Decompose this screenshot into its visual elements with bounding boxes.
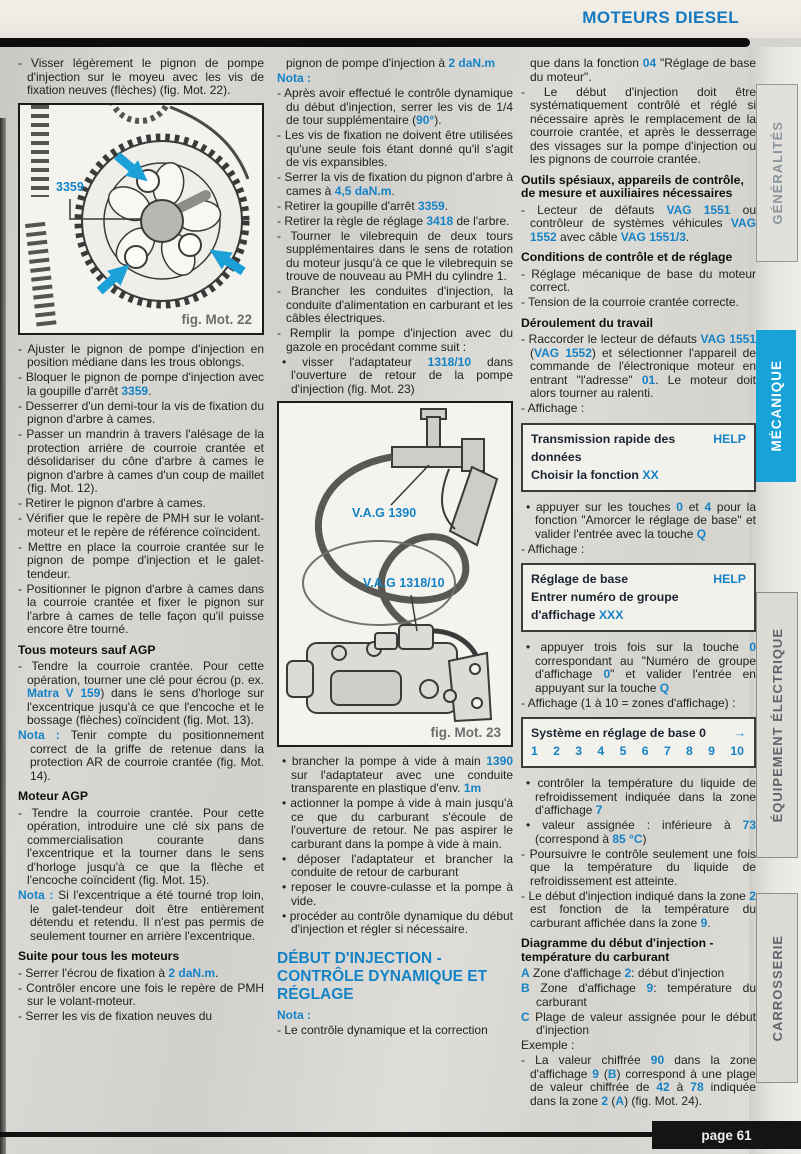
ref-value: HELP	[713, 572, 746, 586]
ref-value: 4,5 daN.m	[334, 183, 392, 198]
bullet-item	[277, 853, 513, 880]
ref-value: 3359	[121, 383, 149, 398]
column-right	[521, 57, 756, 1125]
display-zone-number: 6	[641, 744, 649, 758]
ref-value: VAG 1551	[700, 332, 756, 346]
text-segment: - Brancher les conduites d'injection, la conduite d'alimentation en carburant et les câbles électriques.	[277, 284, 513, 325]
text-segment: - Réglage mécanique de base du moteur correct.	[521, 266, 756, 294]
text-segment: • appuyer trois fois sur la touche	[526, 640, 750, 654]
ref-value: 04	[642, 57, 657, 70]
display-zone-number: 7	[663, 744, 671, 758]
list-item	[18, 371, 264, 398]
figure-caption: fig. Mot. 23	[430, 724, 501, 740]
text-segment: Moteur AGP	[18, 789, 88, 803]
ref-value: Nota :	[18, 728, 71, 742]
ref-value: 2 daN.m	[168, 965, 216, 980]
page-title: MOTEURS DIESEL	[582, 8, 739, 27]
text-segment: .	[215, 965, 219, 980]
bullet-item	[277, 881, 513, 908]
ref-value: VAG 1551	[666, 202, 731, 217]
display-zone-number: 4	[597, 744, 605, 758]
list-item	[521, 543, 756, 557]
ref-value: 78	[690, 1080, 704, 1094]
text-segment: - Visser légèrement le pignon de pompe d'injection sur le moyeu avec les vis de fixation neuves (flèches) (fig. Mot. 22).	[18, 57, 264, 97]
text-segment: - Serrer l'écrou de fixation à	[18, 965, 169, 980]
list-item	[521, 333, 756, 401]
text-segment: .	[685, 229, 690, 244]
text-segment: - Les vis de fixation ne doivent être utilisées qu'une seule fois étant donné qu'il s'agit de vis expansibles.	[277, 128, 513, 169]
display-row	[531, 430, 746, 466]
bullet-item	[521, 501, 756, 542]
ref-value: Q	[659, 680, 670, 695]
text-segment: (	[598, 1066, 608, 1081]
legend-item	[521, 967, 756, 981]
text-segment: Exemple :	[521, 1038, 575, 1052]
sub-heading	[521, 251, 756, 265]
display-row	[531, 570, 746, 588]
sub-heading	[521, 937, 756, 964]
ref-value: VAG 1551/3	[620, 229, 686, 244]
list-item	[521, 296, 756, 310]
bullet-item	[521, 819, 756, 846]
text-segment: - Ajuster le pignon de pompe d'injection en position médiane dans les trous oblongs.	[18, 341, 264, 369]
text-segment: Système en réglage de base 0	[531, 726, 706, 740]
list-item	[521, 268, 756, 295]
text-segment: Choisir la fonction	[531, 467, 643, 482]
sidebar-tab-mecanique-active	[756, 330, 796, 482]
text-segment: ) dans le sens d'horloge sur l'excentrique jusqu'à ce que l'encoche et le bossage (flèches) coïncident (fig. Mot. 13).	[27, 686, 264, 727]
text-segment: - Retirer la goupille d'arrêt	[277, 198, 419, 213]
list-item	[18, 982, 264, 1009]
list-item	[521, 86, 756, 167]
text-segment: Tenir compte du positionnement correct de la griffe de retenue dans la protection AR de courroie crantée (fig. Mot. 14).	[30, 728, 264, 783]
text-segment: - Positionner le pignon d'arbre à cames dans la courroie crantée et fixer le pignon sur l'arbre à cames de telle façon qu'il puisse encore être tourné.	[18, 581, 264, 636]
ref-value: A	[615, 1093, 625, 1108]
list-item	[277, 200, 513, 214]
text-segment: ).	[434, 113, 442, 127]
text-segment: (	[608, 1093, 616, 1108]
text-segment: - Affichage :	[521, 541, 585, 556]
header-divider	[0, 38, 750, 47]
display-text	[531, 724, 706, 742]
nota-paragraph	[18, 889, 264, 943]
text-segment: de l'arbre.	[453, 213, 510, 228]
column-middle	[277, 57, 513, 1125]
figure-ref-label: V.A.G 1318/10	[363, 576, 445, 590]
ref-value: XX	[642, 467, 659, 482]
ref-value: 3418	[426, 213, 454, 228]
text-segment: Tous moteurs sauf AGP	[18, 642, 156, 657]
ref-value: 2	[601, 1093, 609, 1108]
list-item	[277, 285, 513, 326]
text-segment: est fonction de la température du carburant affichée dans la zone	[530, 902, 756, 930]
display-row	[531, 466, 746, 484]
paragraph	[277, 72, 513, 86]
ref-value: 01	[641, 372, 656, 387]
ref-value: 9	[646, 981, 654, 995]
ref-value: B	[607, 1066, 617, 1081]
list-item	[18, 1010, 264, 1024]
display-zone-number: 5	[619, 744, 627, 758]
display-zone-number: 3	[575, 744, 583, 758]
text-segment: "Réglage de base du moteur".	[530, 57, 756, 84]
display-zone-number: 8	[685, 744, 693, 758]
text-segment: : début d'injection	[631, 966, 725, 980]
text-segment: - Lecteur de défauts	[521, 202, 667, 217]
display-text	[531, 466, 659, 484]
pump-illustration	[279, 403, 510, 741]
sidebar-tab-label: ÉQUIPEMENT ÉLECTRIQUE	[769, 627, 785, 823]
text-segment: Diagramme du début d'injection - température du carburant	[521, 936, 714, 964]
text-segment: correspondant au "Numéro de groupe d'affichage	[535, 653, 756, 681]
sub-heading	[521, 174, 756, 201]
text-segment: Transmission rapide des données	[531, 431, 676, 464]
list-item	[277, 230, 513, 284]
text-segment: à	[669, 1080, 691, 1094]
list-item	[521, 204, 756, 245]
ref-value: XXX	[598, 608, 624, 622]
text-segment: dans l'ouverture de retour de la pompe d'injection (fig. Mot. 23)	[291, 354, 513, 396]
text-segment: - La valeur chiffrée	[521, 1053, 651, 1067]
text-segment: .	[707, 915, 711, 930]
text-segment: DÉBUT D'INJECTION - CONTRÔLE DYNAMIQUE ET RÉGLAGE	[277, 949, 488, 1003]
text-segment: ) et sélectionner l'appareil de commande de l'électronique moteur en entrant "l'adresse"	[530, 345, 756, 387]
bullet-item	[521, 641, 756, 695]
list-item	[18, 512, 264, 539]
list-item	[277, 215, 513, 229]
ref-value: 42	[656, 1080, 670, 1094]
list-item	[521, 1054, 756, 1108]
sidebar-tab-label: CARROSSERIE	[769, 934, 785, 1042]
display-row	[531, 724, 746, 742]
sidebar-tab-generalites	[756, 84, 798, 262]
text-segment: - Affichage :	[521, 401, 585, 415]
text-segment: que dans la fonction	[530, 57, 643, 70]
text-segment: " et valider l'entrée en appuyant sur la touche	[535, 667, 756, 695]
bullet-item	[277, 755, 513, 796]
list-item	[18, 400, 264, 427]
list-item	[521, 402, 756, 416]
text-segment: Si l'excentrique a été tourné trop loin, le galet-tendeur doit être entièrement détendu et retendu. Il n'est pas permis de seulement tourner en arrière l'excentrique.	[30, 888, 264, 943]
list-item	[277, 1024, 513, 1038]
ref-value: 0	[603, 667, 611, 681]
ref-value: Nota :	[277, 71, 311, 85]
list-item	[18, 428, 264, 496]
sidebar-tab-label: GÉNÉRALITÉS	[769, 121, 785, 225]
ref-value: Nota :	[277, 1007, 311, 1022]
paragraph	[277, 1009, 513, 1023]
list-item	[18, 497, 264, 511]
bullet-item	[277, 797, 513, 851]
bullet-item	[277, 356, 513, 397]
text-segment: • appuyer sur les touches	[526, 499, 677, 514]
figure-ref-label: V.A.G 1390	[352, 506, 417, 520]
ref-value: C	[521, 1009, 530, 1024]
list-item	[18, 583, 264, 637]
text-segment: Plage de valeur assignée pour le début d'injection	[529, 1009, 756, 1037]
figure-ref-label: 3359	[56, 179, 84, 194]
footer-rule	[0, 1132, 656, 1137]
display-text	[531, 430, 713, 466]
text-segment: - Remplir la pompe d'injection avec du gazole en procédant comme suit :	[277, 326, 513, 354]
display-zone-number: 1	[531, 744, 538, 758]
text-segment: • brancher la pompe à vide à main	[282, 754, 487, 768]
ref-value: Nota :	[18, 888, 59, 902]
text-segment: ou contrôleur de systèmes véhicules	[530, 202, 756, 230]
list-item	[18, 660, 264, 728]
list-item	[18, 343, 264, 370]
text-segment: - Bloquer le pignon de pompe d'injection avec la goupille d'arrêt	[18, 370, 264, 398]
ref-value: VAG 1552	[534, 345, 592, 360]
list-item	[277, 87, 513, 128]
text-segment: pour la fonction "Amorcer le réglage de base" et valider l'entrée avec la touche	[535, 499, 756, 541]
display-zone-number: 2	[553, 744, 560, 758]
ref-value: Matra V 159	[27, 686, 101, 700]
ref-value: 3359	[418, 198, 445, 213]
text-segment: . Le moteur doit alors tourner au ralenti.	[530, 372, 756, 400]
display-screen	[521, 423, 756, 492]
text-segment: - Poursuivre le contrôle seulement une fois que la température du liquide de refroidissement est atteinte.	[521, 846, 756, 888]
ref-value: →	[733, 726, 746, 740]
ref-value: A	[521, 966, 530, 980]
ref-value: 2	[749, 888, 756, 903]
text-segment: - Retirer la règle de réglage	[277, 213, 427, 228]
text-segment: Réglage de base	[531, 572, 629, 586]
ref-value: 9	[592, 1066, 599, 1081]
text-segment: ) correspond à une plage de valeur chiffrée de	[530, 1066, 756, 1094]
ref-value: 85 °C	[612, 831, 643, 846]
text-segment: - Tension de la courroie crantée correcte.	[521, 295, 739, 309]
list-item	[18, 967, 264, 981]
display-text-right	[734, 724, 746, 742]
text-segment: Zone d'affichage	[529, 981, 647, 995]
text-segment: Conditions de contrôle et de réglage	[521, 250, 733, 264]
display-text	[531, 570, 628, 588]
ref-value: 1m	[463, 781, 482, 795]
text-segment: : température du carburant	[536, 981, 756, 1009]
list-item	[277, 129, 513, 170]
legend-item	[521, 1011, 756, 1038]
text-segment: Déroulement du travail	[521, 315, 654, 330]
text-segment: - Affichage (1 à 10 = zones d'affichage) :	[521, 695, 736, 710]
text-segment: - Tendre la courroie crantée. Pour cette opération, introduire une clé six pans de commercialisation courante dans l'excentrique et la tourner dans le sens d'horloge jusqu'à ce que la flèche et l'encoche coïncident (fig. Mot. 15).	[18, 805, 264, 887]
list-item	[277, 171, 513, 198]
text-segment: • visser l'adaptateur	[282, 354, 428, 369]
text-segment: - Vérifier que le repère de PMH sur le volant-moteur et le repère de référence coïncident.	[18, 511, 264, 539]
gear-illustration	[20, 105, 262, 329]
section-title	[277, 950, 513, 1004]
text-segment: - Desserrer d'un demi-tour la vis de fixation du pignon d'arbre à cames.	[18, 398, 264, 426]
ref-value: 0	[676, 499, 683, 514]
text-segment: ) (fig. Mot. 24).	[624, 1093, 703, 1108]
list-item	[521, 890, 756, 931]
text-segment: (correspond à	[535, 831, 613, 846]
ref-value: VAG 1552	[530, 216, 756, 244]
sub-heading	[18, 950, 264, 964]
paragraph	[521, 57, 756, 84]
text-segment: - Serrer les vis de fixation neuves du	[18, 1009, 213, 1023]
paragraph	[277, 57, 513, 71]
text-segment: - Le début d'injection indiqué dans la zone	[521, 888, 750, 903]
text-segment: et	[682, 499, 705, 514]
nota-paragraph	[18, 729, 264, 783]
figure-mot22	[18, 103, 264, 335]
text-segment: (	[530, 345, 534, 360]
bullet-item	[277, 910, 513, 937]
text-segment: Outils spésiaux, appareils de contrôle, de mesure et auxiliaires nécessaires	[521, 172, 744, 200]
display-screen	[521, 563, 756, 632]
text-segment: sur l'adaptateur avec une conduite transparente en plastique d'env.	[291, 767, 513, 795]
ref-value: 2	[624, 966, 632, 980]
text-segment: - Passer un mandrin à travers l'alésage de la protection arrière de courroie crantée et désolidariser du cône d'arbre à cames le pignon d'arbre à cames d'un coup de maillet (fig. Mot. 12).	[18, 427, 264, 495]
text-segment: • valeur assignée : inférieure à	[526, 818, 743, 832]
display-text	[531, 588, 746, 624]
text-segment: - Tendre la courroie crantée. Pour cette opération, tourner une clé pour écrou (p. ex.	[18, 659, 264, 687]
column-left	[18, 57, 264, 1125]
text-segment: - Raccorder le lecteur de défauts	[521, 332, 701, 346]
ref-value: 2 daN.m	[448, 57, 496, 70]
bullet-item	[521, 777, 756, 818]
page-number: page 61	[701, 1127, 752, 1143]
ref-value: 0	[749, 640, 756, 654]
text-segment: - Retirer le pignon d'arbre à cames.	[18, 496, 206, 510]
page-binding-edge	[0, 118, 6, 1154]
text-segment: • reposer le couvre-culasse et la pompe à vide.	[282, 880, 513, 908]
display-text-right	[713, 570, 746, 588]
text-segment: • actionner la pompe à vide à main jusqu'à ce que du carburant s'écoule de l'ouverture de retour. Ne pas aspirer le carburant dans la pompe à vide à main.	[282, 796, 513, 851]
ref-value: 1318/10	[427, 354, 472, 369]
display-zone-number: 10	[730, 744, 744, 758]
list-item	[521, 697, 756, 711]
text-segment: - Après avoir effectué le contrôle dynamique du début d'injection, serrer les vis de 1/4 de tour supplémentaire (	[277, 86, 513, 127]
ref-value: 90	[650, 1053, 665, 1067]
ref-value: HELP	[713, 431, 746, 446]
sub-heading	[18, 790, 264, 804]
display-row	[531, 588, 746, 624]
text-segment: - Serrer la vis de fixation du pignon d'arbre à cames à	[277, 170, 513, 198]
display-screen	[521, 717, 756, 768]
ref-value: 9	[700, 915, 708, 930]
text-segment: • déposer l'adaptateur et brancher la conduite de retour de carburant	[282, 851, 513, 879]
text-segment: indiquée dans la zone	[530, 1080, 756, 1108]
text-segment: • procéder au contrôle dynamique du début d'injection et régler si nécessaire.	[282, 908, 513, 936]
sidebar-tab-equipement-electrique	[756, 592, 798, 858]
sub-heading	[18, 644, 264, 658]
ref-value: Q	[696, 526, 707, 541]
text-segment: - Le contrôle dynamique et la correction	[277, 1022, 488, 1037]
figure-mot23	[277, 401, 513, 747]
text-segment: - Le début d'injection doit être systématiquement contrôlé et réglé si nécessaire après le remplacement de la courroie crantée, et après le desserrage des vissages sur la pompe d'injection ou les pignons de courroie crantée.	[521, 84, 756, 166]
text-segment: Suite pour tous les moteurs	[18, 949, 180, 963]
list-item	[277, 327, 513, 354]
sidebar-tab-label: MÉCANIQUE	[768, 360, 784, 452]
text-segment: - Tourner le vilebrequin de deux tours supplémentaires dans le sens de rotation du moteur jusqu'à ce que le vilebrequin se trouve de nouveau au PMH du cylindre 1.	[277, 228, 513, 283]
list-item	[521, 848, 756, 889]
text-segment: )	[642, 831, 647, 846]
ref-value: 4	[704, 499, 712, 514]
ref-value: 90°	[416, 113, 435, 127]
display-row	[531, 742, 746, 760]
list-item	[18, 807, 264, 888]
text-segment: dans la zone d'affichage	[530, 1053, 756, 1081]
legend-item	[521, 982, 756, 1009]
ref-value: 7	[595, 803, 603, 817]
display-zone-number: 9	[708, 744, 715, 758]
sidebar-tab-carrosserie	[756, 893, 798, 1083]
paragraph	[521, 1039, 756, 1053]
text-segment: • contrôler la température du liquide de refroidissement indiquée dans la zone d'affichage	[526, 776, 756, 817]
text-segment: pignon de pompe d'injection à	[286, 57, 449, 70]
sub-heading	[521, 317, 756, 331]
text-segment: Zone d'affichage	[529, 966, 625, 980]
text-segment: .	[148, 383, 152, 398]
text-segment: .	[391, 183, 395, 198]
figure-caption: fig. Mot. 22	[181, 312, 252, 327]
text-segment: .	[444, 198, 449, 213]
text-segment: avec câble	[556, 229, 621, 244]
text-segment: Entrer numéro de groupe d'affichage	[531, 590, 679, 622]
text-segment: - Contrôler encore une fois le repère de PMH sur le volant-moteur.	[18, 980, 264, 1008]
ref-value: 73	[742, 818, 756, 832]
list-item	[18, 57, 264, 98]
ref-value: B	[521, 981, 530, 995]
ref-value: 1390	[486, 754, 513, 768]
list-item	[18, 541, 264, 582]
text-segment: - Mettre en place la courroie crantée sur le pignon de pompe d'injection et le galet-tendeur.	[18, 539, 264, 581]
footer-page-bar	[652, 1121, 801, 1149]
display-text-right	[713, 430, 746, 466]
